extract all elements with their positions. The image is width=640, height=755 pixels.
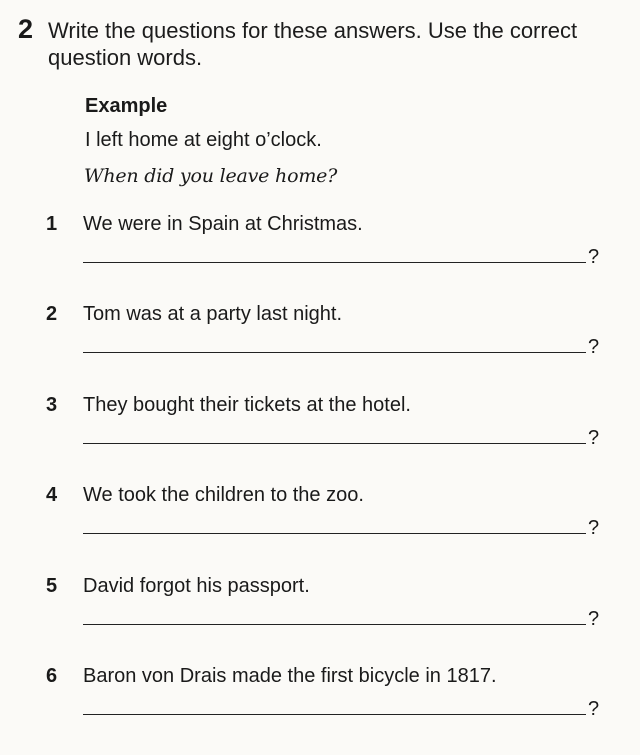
exercise-item-4: [0, 484, 640, 574]
item-number: 6: [46, 665, 58, 687]
item-number: 2: [46, 303, 58, 325]
item-text: David forgot his passport.: [83, 575, 310, 597]
question-mark: ?: [588, 427, 600, 449]
exercise-item-2: [0, 303, 640, 393]
question-mark: ?: [588, 608, 600, 630]
item-text: We took the children to the zoo.: [83, 484, 364, 506]
answer-line[interactable]: [83, 714, 586, 715]
exercise-item-6: [0, 665, 640, 755]
item-number: 3: [46, 394, 58, 416]
example-heading: Example: [85, 95, 168, 117]
item-number: 1: [46, 213, 58, 235]
exercise-item-5: [0, 575, 640, 665]
question-mark: ?: [588, 336, 600, 358]
answer-line[interactable]: [83, 352, 586, 353]
exercise-instruction: Write the questions for these answers. Use the correct question words.: [48, 18, 578, 70]
item-number: 4: [46, 484, 58, 506]
question-mark: ?: [588, 517, 600, 539]
item-number: 5: [46, 575, 58, 597]
exercise-number: 2: [18, 14, 34, 44]
example-sentence: I left home at eight o’clock.: [85, 129, 322, 151]
answer-line[interactable]: [83, 533, 586, 534]
exercise-item-1: [0, 213, 640, 303]
answer-line[interactable]: [83, 443, 586, 444]
item-text: We were in Spain at Christmas.: [83, 213, 363, 235]
question-mark: ?: [588, 246, 600, 268]
example-answer: When did you leave home?: [84, 165, 338, 187]
item-text: They bought their tickets at the hotel.: [83, 394, 411, 416]
item-text: Baron von Drais made the first bicycle in 1817.: [83, 665, 497, 687]
question-mark: ?: [588, 698, 600, 720]
answer-line[interactable]: [83, 262, 586, 263]
answer-line[interactable]: [83, 624, 586, 625]
item-text: Tom was at a party last night.: [83, 303, 343, 325]
exercise-item-3: [0, 394, 640, 484]
